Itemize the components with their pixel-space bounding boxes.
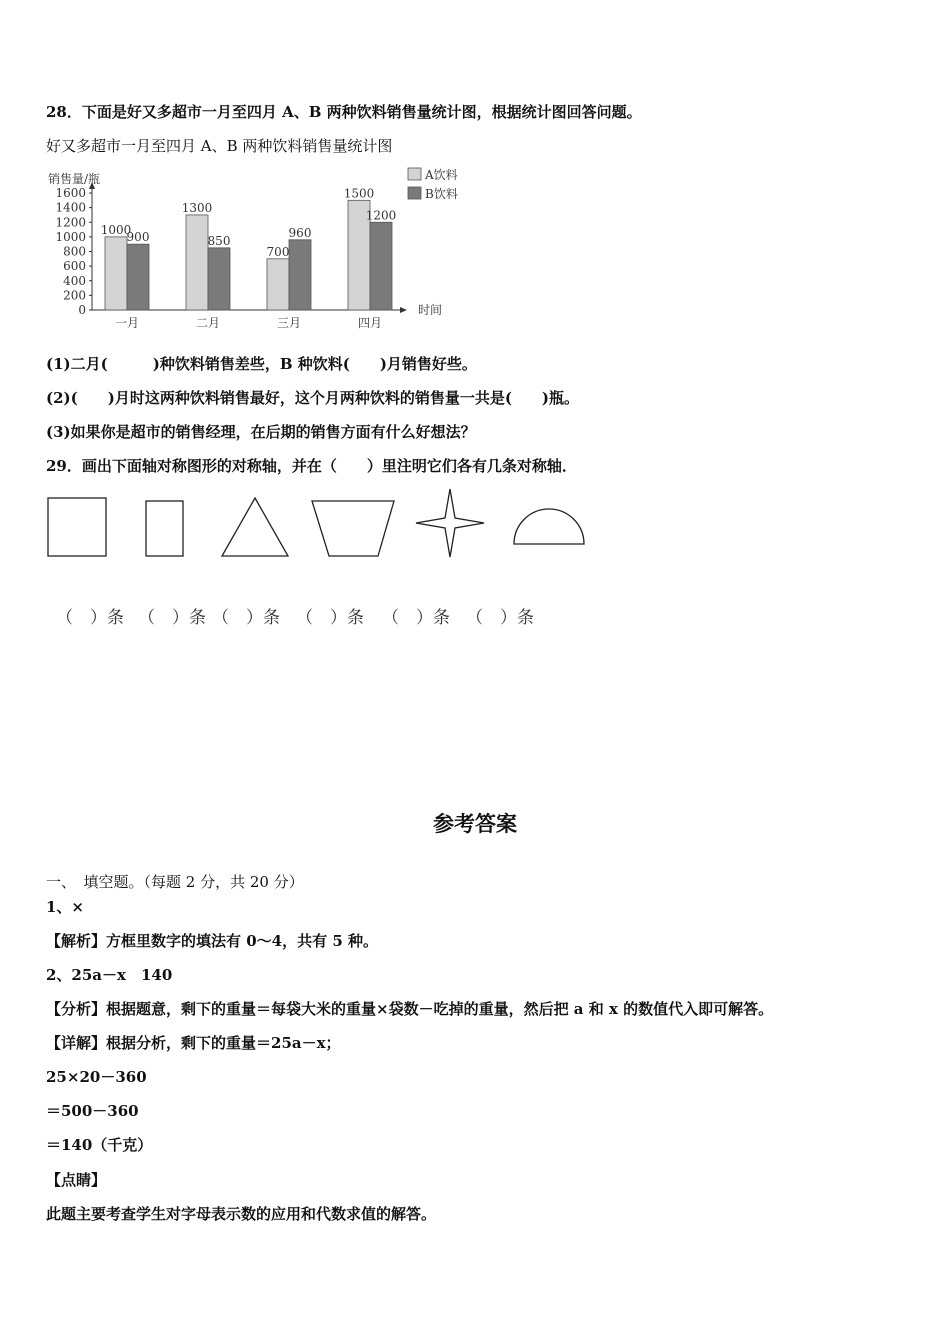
bar-value-label: 960 (288, 225, 312, 240)
y-tick-label: 200 (63, 288, 86, 303)
blank-rectangle: （ ）条 (138, 608, 206, 628)
x-tick-label: 四月 (357, 316, 383, 330)
bar-b (208, 248, 230, 310)
blank-square: （ ）条 (56, 608, 124, 628)
bar-value-label: 1500 (343, 186, 375, 201)
legend-label: B饮料 (425, 187, 458, 201)
answers-title: 参考答案 (433, 812, 517, 836)
q28-stem: 28．下面是好又多超市一月至四月 A、B 两种饮料销售量统计图，根据统计图回答问题。 (46, 103, 642, 121)
x-tick-label: 二月 (195, 316, 221, 330)
bar-value-label: 1200 (365, 208, 397, 223)
bar-value-label: 900 (126, 230, 150, 245)
triangle-shape (222, 498, 288, 556)
answer-2-step1: 25×20－360 (46, 1068, 147, 1086)
answer-2: 2、25a－x 140 (46, 966, 173, 984)
q28-sub3: (3)如果你是超市的销售经理，在后期的销售方面有什么好想法？ (46, 423, 476, 441)
bar-a (105, 237, 127, 310)
blank-triangle: （ ）条 (212, 608, 280, 628)
y-tick-label: 1000 (55, 229, 86, 244)
bar-b (127, 244, 149, 310)
four-point-star-shape (416, 489, 484, 557)
answer-2-step2: ＝500－360 (46, 1102, 139, 1120)
legend-label: A饮料 (425, 168, 458, 182)
bar-value-label: 850 (207, 233, 231, 248)
answer-2-tip: 【点睛】 (46, 1171, 107, 1189)
y-tick-label: 400 (63, 273, 86, 288)
answer-1-analysis: 【解析】方框里数字的填法有 0～4，共有 5 种。 (46, 932, 378, 950)
y-tick-label: 1400 (55, 200, 86, 215)
y-axis-label: 销售量/瓶 (48, 172, 101, 186)
y-tick-label: 0 (78, 303, 86, 317)
bar-value-label: 700 (266, 244, 290, 259)
bar-a (267, 259, 289, 310)
semicircle-shape (514, 509, 584, 544)
bar-value-label: 1000 (100, 222, 132, 237)
blank-trapezoid: （ ）条 (296, 608, 364, 628)
bar-b (289, 240, 311, 310)
legend-swatch (408, 168, 421, 180)
blank-star: （ ）条 (382, 608, 450, 628)
y-tick-label: 1200 (55, 215, 86, 230)
answer-2-detail: 【详解】根据分析，剩下的重量＝25a－x； (46, 1034, 341, 1052)
bar-value-label: 1300 (181, 200, 213, 215)
y-tick-label: 800 (63, 244, 86, 259)
bar-chart (44, 162, 464, 337)
blank-semicircle: （ ）条 (466, 608, 534, 628)
x-tick-label: 三月 (276, 316, 302, 330)
rectangle-shape (146, 501, 183, 556)
bar-a (186, 215, 208, 310)
answers-section: 一、 填空题。（每题 2 分，共 20 分） (46, 873, 304, 891)
answer-2-tip-text: 此题主要考查学生对字母表示数的应用和代数求值的解答。 (46, 1205, 437, 1223)
answer-2-step3: ＝140（千克） (46, 1136, 153, 1154)
x-axis-arrow (400, 307, 407, 313)
answer-1: 1、× (46, 898, 85, 916)
x-axis-label: 时间 (418, 303, 443, 317)
answer-2-fenxi: 【分析】根据题意，剩下的重量＝每袋大米的重量×袋数－吃掉的重量，然后把 a 和 x 的数值代入即可解答。 (46, 1000, 774, 1018)
y-tick-label: 1600 (55, 186, 86, 200)
trapezoid-shape (312, 501, 394, 556)
chart-title: 好又多超市一月至四月 A、B 两种饮料销售量统计图 (46, 137, 393, 155)
square-shape (48, 498, 106, 556)
bar-b (370, 222, 392, 310)
x-tick-label: 一月 (114, 316, 140, 330)
q28-sub1: (1)二月( )种饮料销售差些，B 种饮料( )月销售好些。 (46, 355, 477, 373)
q28-sub2: (2)( )月时这两种饮料销售最好，这个月两种饮料的销售量一共是( )瓶。 (46, 389, 580, 407)
legend-swatch (408, 187, 421, 199)
q29-stem: 29．画出下面轴对称图形的对称轴，并在（ ）里注明它们各有几条对称轴． (46, 457, 577, 475)
y-tick-label: 600 (63, 259, 86, 274)
symmetric-shapes (44, 485, 604, 565)
